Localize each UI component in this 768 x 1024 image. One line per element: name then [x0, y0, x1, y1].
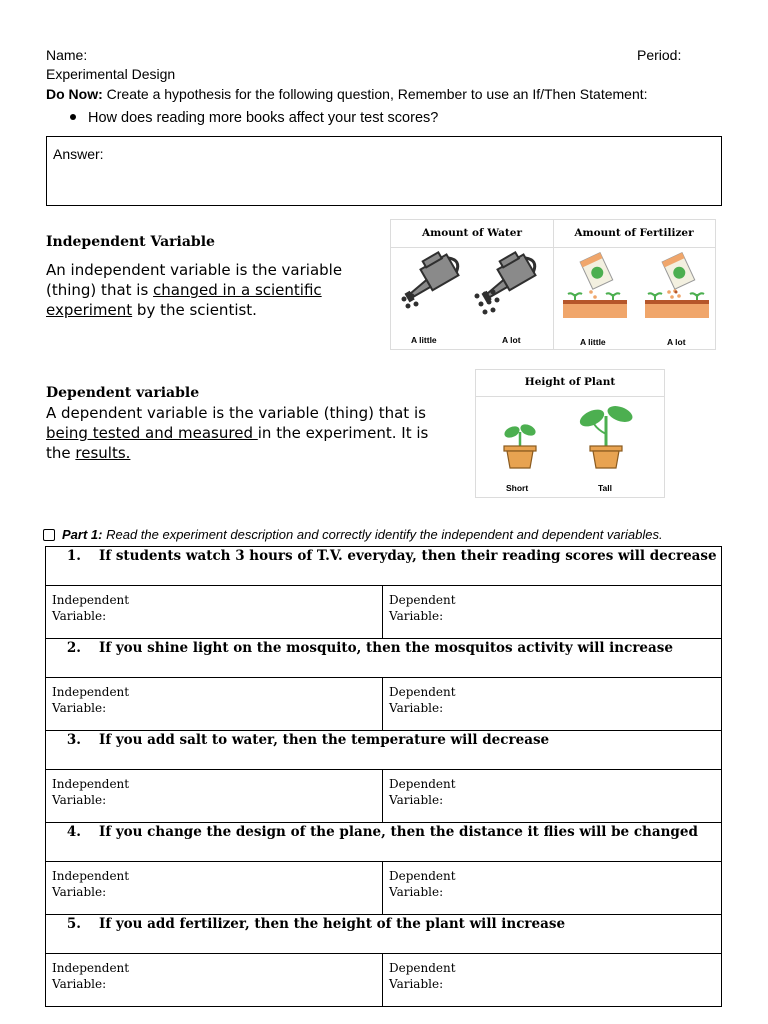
period-label: Period:: [637, 47, 682, 63]
independent-term: independent variable: [70, 261, 231, 279]
variables-row: [46, 954, 722, 1007]
dependent-text-1: A: [46, 404, 62, 422]
independent-text-2: is the variable (thing) that is: [46, 261, 343, 299]
dependent-label: Dependent: [389, 777, 456, 791]
independent-variable-cell[interactable]: [46, 678, 383, 731]
question-text: If students watch 3 hours of T.V. everyday, then their reading scores will decrease: [99, 548, 717, 564]
plant-height-figure: [475, 369, 665, 498]
variable-label: Variable:: [52, 793, 107, 807]
question-text: If you add salt to water, then the temperature will decrease: [99, 732, 550, 748]
fertilizer-figure-title: Amount of Fertilizer: [574, 227, 694, 239]
tall-plant-icon: [576, 404, 636, 472]
independent-variable-cell[interactable]: [46, 862, 383, 915]
dependent-label: Dependent: [389, 593, 456, 607]
name-label: Name:: [46, 47, 88, 63]
variable-label: Variable:: [52, 701, 107, 715]
plant-figure-title: Height of Plant: [524, 376, 616, 388]
bullet-dot-icon: [70, 114, 76, 120]
question-row: [46, 547, 722, 586]
dependent-text-3: in the experiment. It is the: [46, 424, 429, 462]
part1-checkbox[interactable]: [43, 529, 55, 541]
independent-variable-cell[interactable]: [46, 770, 383, 823]
fertilizer-lot-caption: A lot: [667, 337, 686, 347]
question-number: 4.: [66, 824, 81, 840]
variable-label: Variable:: [389, 701, 444, 715]
part1-label: Part 1:: [62, 527, 103, 542]
short-plant-icon: [498, 420, 542, 472]
variables-row: [46, 678, 722, 731]
do-now-label: Do Now:: [46, 86, 103, 102]
variable-label: Variable:: [52, 609, 107, 623]
variable-label: Variable:: [52, 977, 107, 991]
part1-instructions: [43, 527, 663, 542]
do-now-text: Create a hypothesis for the following question, Remember to use an If/Then Statement:: [106, 86, 648, 102]
question-row: [46, 639, 722, 678]
water-lot-caption: A lot: [502, 335, 521, 345]
dependent-term: dependent variable: [61, 404, 208, 422]
tall-caption: Tall: [598, 483, 613, 493]
document-title: Experimental Design: [46, 66, 176, 82]
question-text: If you change the design of the plane, then the distance it flies will be changed: [99, 824, 698, 840]
question-row: [46, 915, 722, 954]
fertilizer-little-caption: A little: [580, 337, 606, 347]
dependent-definition: [46, 403, 446, 463]
question-text: If you shine light on the mosquito, then the mosquitos activity will increase: [99, 640, 673, 656]
independent-text-3: by the scientist.: [132, 301, 257, 319]
variables-row: [46, 770, 722, 823]
dependent-heading: Dependent variable: [46, 385, 200, 401]
variable-label: Variable:: [52, 885, 107, 899]
variable-label: Variable:: [389, 885, 444, 899]
fertilizer-little-icon: [561, 252, 631, 324]
independent-variable-cell[interactable]: [46, 954, 383, 1007]
dependent-variable-cell[interactable]: [383, 586, 722, 639]
watering-can-lot-icon: [473, 250, 549, 320]
question-number: 3.: [66, 732, 81, 748]
variable-label: Variable:: [389, 793, 444, 807]
dependent-variable-cell[interactable]: [383, 770, 722, 823]
independent-label: Independent: [52, 777, 130, 791]
short-caption: Short: [506, 483, 529, 493]
dependent-variable-cell[interactable]: [383, 678, 722, 731]
question-text: If you add fertilizer, then the height of the plant will increase: [99, 916, 566, 932]
dependent-underlined-2: results.: [75, 444, 131, 462]
variables-row: [46, 862, 722, 915]
variables-row: [46, 586, 722, 639]
variable-label: Variable:: [389, 977, 444, 991]
answer-box[interactable]: [46, 136, 722, 206]
dependent-label: Dependent: [389, 869, 456, 883]
question-row: [46, 823, 722, 862]
bullet-item: [70, 110, 438, 126]
independent-variable-cell[interactable]: [46, 586, 383, 639]
fertilizer-lot-icon: [643, 252, 713, 324]
question-number: 2.: [66, 640, 81, 656]
independent-underlined: changed in a scientific experiment: [46, 281, 322, 319]
question-row: [46, 731, 722, 770]
dependent-label: Dependent: [389, 961, 456, 975]
independent-label: Independent: [52, 961, 130, 975]
independent-label: Independent: [52, 593, 130, 607]
dependent-variable-cell[interactable]: [383, 954, 722, 1007]
independent-heading: Independent Variable: [46, 234, 215, 250]
independent-label: Independent: [52, 685, 130, 699]
water-fertilizer-figure: [390, 219, 716, 350]
dependent-variable-cell[interactable]: [383, 862, 722, 915]
dependent-text-2: is the variable (thing) that is: [207, 404, 426, 422]
dependent-underlined-1: being tested and measured: [46, 424, 258, 442]
question-number: 1.: [66, 548, 81, 564]
do-now: [46, 86, 648, 102]
answer-label: Answer:: [53, 146, 104, 162]
question-number: 5.: [66, 916, 81, 932]
water-little-caption: A little: [411, 335, 437, 345]
independent-text-1: An: [46, 261, 71, 279]
watering-can-little-icon: [396, 250, 472, 312]
dependent-label: Dependent: [389, 685, 456, 699]
part1-text: Read the experiment description and correctly identify the independent and dependent variables.: [106, 527, 663, 542]
questions-table: [45, 546, 722, 1007]
independent-label: Independent: [52, 869, 130, 883]
variable-label: Variable:: [389, 609, 444, 623]
water-figure-title: Amount of Water: [422, 227, 522, 239]
independent-definition: [46, 260, 371, 320]
bullet-question: How does reading more books affect your test scores?: [88, 110, 439, 126]
